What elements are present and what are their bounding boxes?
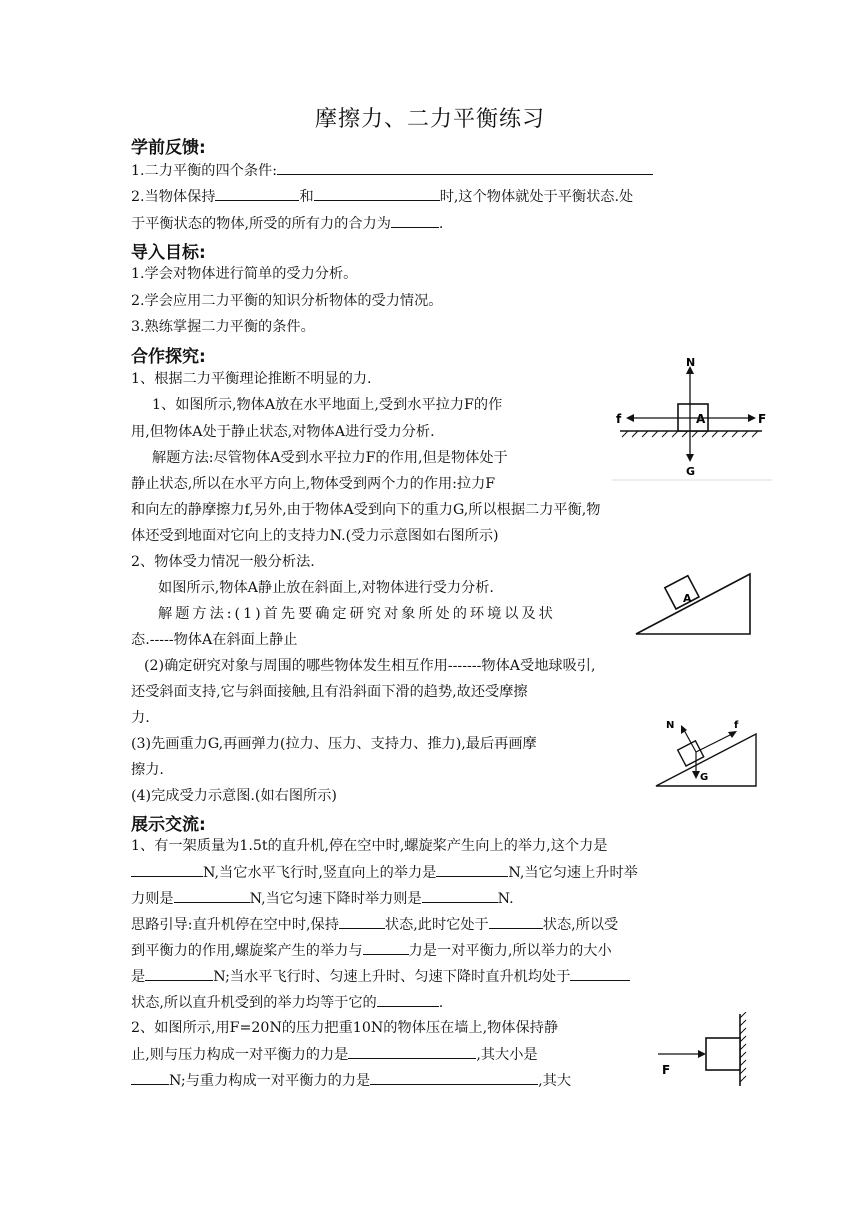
- block-a-label: A: [696, 412, 706, 426]
- pull-force-label: F: [758, 412, 767, 426]
- incline: [636, 574, 750, 634]
- explore-line: 态.-----物体A在斜面上静止: [131, 632, 298, 648]
- answer-blank[interactable]: [370, 1070, 538, 1085]
- feedback-q1: [131, 160, 653, 181]
- explore-line: 体还受到地面对它向上的支持力N.(受力示意图如右图所示): [131, 528, 499, 544]
- explore-line: 力.: [131, 710, 150, 726]
- feedback-q2-cont: [131, 213, 443, 234]
- exchange-line: [131, 888, 514, 909]
- feedback-q2-text: .: [438, 216, 444, 232]
- answer-blank[interactable]: [348, 1044, 476, 1059]
- answer-blank[interactable]: [215, 186, 299, 201]
- explore-line: 和向左的静摩擦力f,另外,由于物体A受到向下的重力G,所以根据二力平衡,物: [131, 502, 601, 518]
- answer-blank[interactable]: [391, 213, 439, 228]
- feedback-q2-text: 和: [299, 189, 314, 205]
- gravity-label: G: [686, 465, 696, 478]
- explore-line: (2)确定研究对象与周围的哪些物体发生相互作用-------物体A受地球吸引,: [144, 658, 596, 674]
- exchange-text: 力则是: [131, 891, 174, 907]
- goal-item: 1.学会对物体进行简单的受力分析。: [131, 266, 358, 282]
- exchange-text: ,其大小是: [476, 1047, 538, 1063]
- exchange-text: .: [438, 995, 444, 1011]
- section-heading-exchange: 展示交流:: [131, 815, 206, 835]
- explore-line: 1、根据二力平衡理论推断不明显的力.: [131, 371, 372, 387]
- answer-blank[interactable]: [363, 940, 409, 955]
- block-a-label: A: [683, 592, 692, 605]
- goal-item: 3.熟练掌握二力平衡的条件。: [131, 319, 315, 335]
- answer-blank[interactable]: [131, 862, 203, 877]
- feedback-q1-text: 1.二力平衡的四个条件:: [131, 163, 278, 179]
- section-heading-goals: 导入目标:: [131, 243, 206, 263]
- answer-blank[interactable]: [570, 966, 630, 981]
- exchange-text: 状态,此时它处于: [384, 917, 489, 933]
- incline-force-diagram: [652, 712, 760, 790]
- exchange-text: ,其大: [538, 1073, 572, 1089]
- goal-item: 2.学会应用二力平衡的知识分析物体的受力情况。: [131, 293, 443, 309]
- normal-force-label: N: [686, 356, 696, 369]
- feedback-q2-text: 2.当物体保持: [131, 189, 216, 205]
- exchange-line: [131, 862, 638, 883]
- explore-line: 用,但物体A处于静止状态,对物体A进行受力分析.: [131, 424, 435, 440]
- exchange-text: 状态,所以直升机受到的举力均等于它的: [131, 995, 377, 1011]
- press-force-label: F: [662, 1063, 671, 1077]
- exchange-line: [131, 1070, 571, 1091]
- page-title: 摩擦力、二力平衡练习: [314, 107, 545, 132]
- exchange-text: N.: [497, 891, 514, 907]
- friction-label: f: [616, 412, 622, 426]
- exchange-text: N;当水平飞行时、匀速上升时、匀速下降时直升机均处于: [213, 969, 571, 985]
- wall-press-diagram: [656, 1012, 752, 1088]
- exchange-text: 力是一对平衡力,所以举力的大小: [408, 943, 612, 959]
- explore-line: 如图所示,物体A静止放在斜面上,对物体进行受力分析.: [158, 580, 494, 596]
- answer-blank[interactable]: [277, 160, 653, 175]
- exchange-line: [131, 966, 630, 987]
- gravity-label: G: [700, 772, 709, 783]
- exchange-text: 状态,所以受: [542, 917, 619, 933]
- wall-hatch: [740, 1012, 746, 1082]
- feedback-q2-text: 于平衡状态的物体,所受的所有力的合力为: [131, 216, 391, 232]
- explore-line: 解题方法:(1)首先要确定研究对象所处的环境以及状: [158, 606, 556, 622]
- explore-line: 静止状态,所以在水平方向上,物体受到两个力的作用:拉力F: [131, 476, 496, 492]
- answer-blank[interactable]: [422, 888, 498, 903]
- exchange-line: [131, 940, 612, 961]
- force-diagram-horizontal: [612, 354, 772, 484]
- exchange-line: [131, 1044, 538, 1065]
- section-heading-feedback: 学前反馈:: [131, 138, 206, 158]
- exchange-text: N;与重力构成一对平衡力的力是: [169, 1073, 371, 1089]
- explore-line: 擦力.: [131, 762, 164, 778]
- answer-blank[interactable]: [174, 888, 250, 903]
- block: [706, 1038, 740, 1070]
- section-heading-explore: 合作探究:: [131, 347, 206, 367]
- answer-blank[interactable]: [436, 862, 508, 877]
- exchange-text: 到平衡力的作用,螺旋桨产生的举力与: [131, 943, 363, 959]
- block: [678, 741, 704, 766]
- explore-line: 解题方法:尽管物体A受到水平拉力F的作用,但是物体处于: [152, 450, 508, 466]
- answer-blank[interactable]: [145, 966, 213, 981]
- answer-blank[interactable]: [339, 914, 385, 929]
- exchange-text: 是: [131, 969, 146, 985]
- answer-blank[interactable]: [131, 1070, 169, 1085]
- explore-line: 还受斜面支持,它与斜面接触,且有沿斜面下滑的趋势,故还受摩擦: [131, 684, 528, 700]
- feedback-q2: [131, 186, 633, 207]
- exchange-text: N,当它匀速下降时举力则是: [249, 891, 422, 907]
- exchange-text: N,当它水平飞行时,竖直向上的举力是: [203, 865, 437, 881]
- exchange-line: 1、有一架质量为1.5t的直升机,停在空中时,螺旋桨产生向上的举力,这个力是: [131, 838, 608, 854]
- explore-line: (3)先画重力G,再画弹力(拉力、压力、支持力、推力),最后再画摩: [131, 736, 537, 752]
- answer-blank[interactable]: [489, 914, 543, 929]
- exchange-line: [131, 914, 618, 935]
- exchange-text: 止,则与压力构成一对平衡力的力是: [131, 1047, 349, 1063]
- exchange-text: 思路引导:直升机停在空中时,保持: [131, 917, 339, 933]
- normal-force-label: N: [666, 720, 675, 731]
- answer-blank[interactable]: [314, 186, 440, 201]
- exchange-text: N,当它匀速上升时举: [508, 865, 638, 881]
- feedback-q2-text: 时,这个物体就处于平衡状态.处: [439, 189, 634, 205]
- answer-blank[interactable]: [377, 992, 439, 1007]
- explore-line: (4)完成受力示意图.(如右图所示): [131, 788, 337, 804]
- friction-label: f: [734, 720, 739, 731]
- explore-line: 1、如图所示,物体A放在水平地面上,受到水平拉力F的作: [152, 397, 503, 413]
- incline-diagram: [630, 540, 758, 640]
- exchange-line: [131, 992, 443, 1013]
- explore-line: 2、物体受力情况一般分析法.: [131, 554, 315, 570]
- exchange-line: 2、如图所示,用F=20N的压力把重10N的物体压在墙上,物体保持静: [131, 1020, 559, 1036]
